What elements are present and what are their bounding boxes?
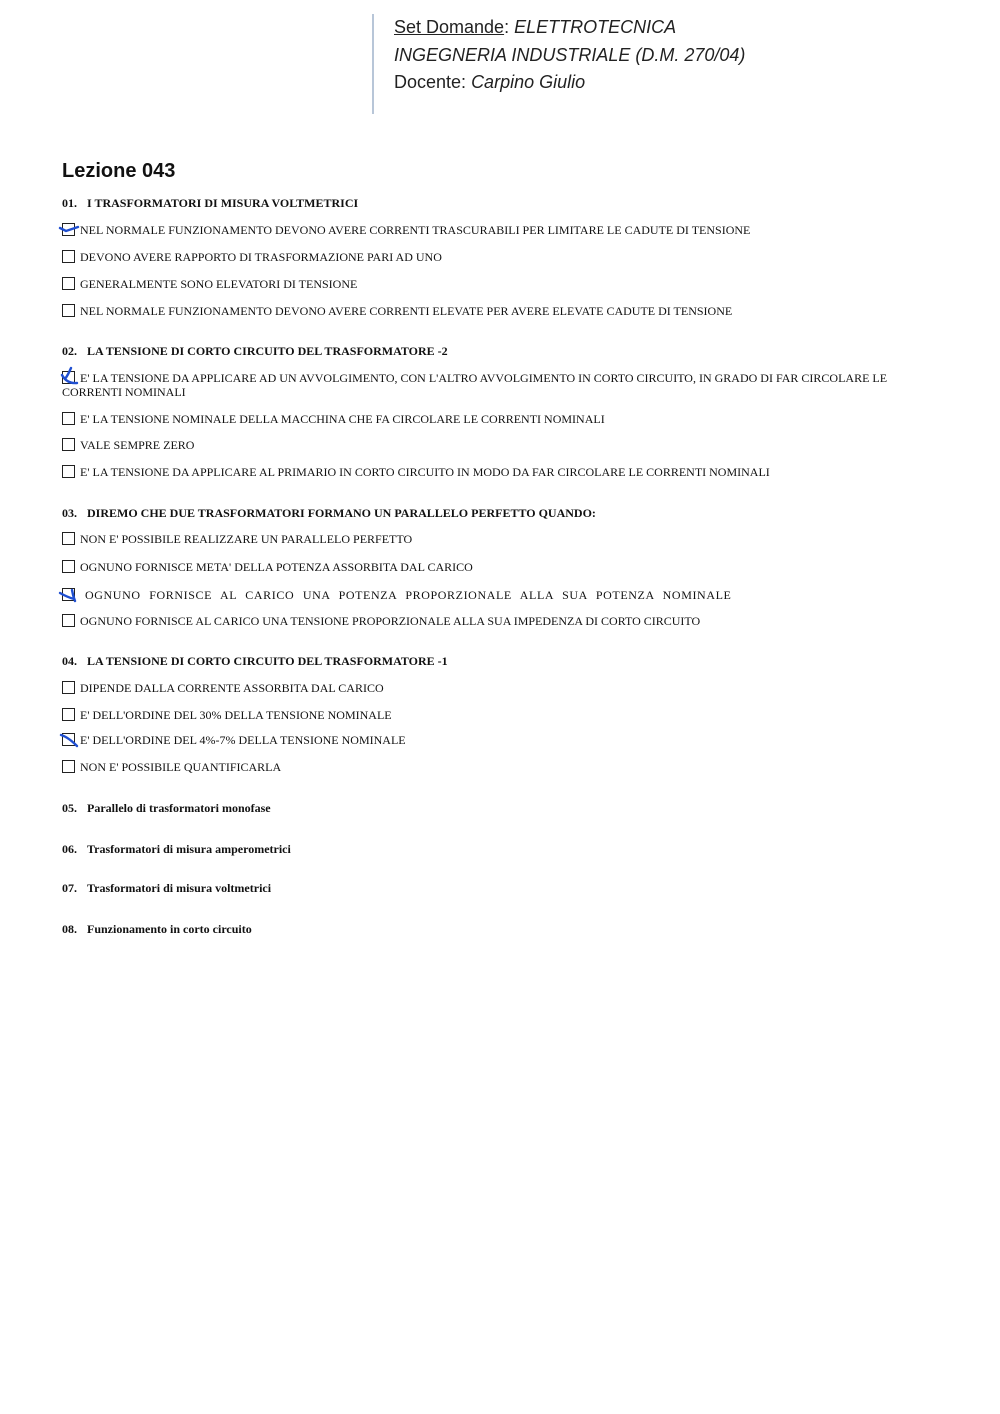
teacher-line <box>394 69 745 97</box>
lesson-title: Lezione 043 <box>62 160 176 182</box>
answer-option[interactable] <box>62 532 942 546</box>
answer-option[interactable] <box>62 371 942 399</box>
option-text: NON E' POSSIBILE QUANTIFICARLA <box>80 760 282 774</box>
question-text: Trasformatori di misura amperometrici <box>87 842 291 856</box>
question-title <box>62 506 596 521</box>
checkbox[interactable] <box>62 614 75 627</box>
question-number: 03. <box>62 506 77 520</box>
checkbox[interactable] <box>62 681 75 694</box>
answer-option[interactable] <box>62 708 942 722</box>
answer-option[interactable] <box>62 760 942 774</box>
check-mark-icon <box>59 367 81 387</box>
option-text: E' LA TENSIONE NOMINALE DELLA MACCHINA CHE FA CIRCOLARE LE CORRENTI NOMINALI <box>80 412 605 426</box>
option-text: DIPENDE DALLA CORRENTE ASSORBITA DAL CARICO <box>80 681 384 695</box>
option-text: OGNUNO FORNISCE META' DELLA POTENZA ASSORBITA DAL CARICO <box>80 560 473 574</box>
answer-option[interactable] <box>62 223 942 237</box>
document-header <box>372 14 745 114</box>
option-text: OGNUNO FORNISCE AL CARICO UNA TENSIONE PROPORZIONALE ALLA SUA IMPEDENZA DI CORTO CIRCUITO <box>80 614 701 628</box>
question-title <box>62 922 252 937</box>
question-title <box>62 344 448 359</box>
answer-option[interactable] <box>62 304 942 318</box>
question-number: 07. <box>62 881 77 895</box>
answer-option[interactable] <box>62 681 942 695</box>
option-text: E' DELL'ORDINE DEL 30% DELLA TENSIONE NOMINALE <box>80 708 392 722</box>
option-text: OGNUNO FORNISCE AL CARICO UNA POTENZA PROPORZIONALE ALLA SUA POTENZA NOMINALE <box>85 588 732 602</box>
option-text: DEVONO AVERE RAPPORTO DI TRASFORMAZIONE PARI AD UNO <box>80 250 442 264</box>
check-mark-icon <box>59 729 81 749</box>
answer-option[interactable] <box>62 733 942 747</box>
answer-option[interactable] <box>62 438 942 452</box>
option-text: VALE SEMPRE ZERO <box>80 438 195 452</box>
checkbox[interactable] <box>62 560 75 573</box>
course: INGEGNERIA INDUSTRIALE (D.M. 270/04) <box>394 44 746 65</box>
check-mark-icon <box>59 584 81 604</box>
question-number: 06. <box>62 842 77 856</box>
answer-option[interactable] <box>62 588 942 602</box>
answer-option[interactable] <box>62 560 942 574</box>
option-text: GENERALMENTE SONO ELEVATORI DI TENSIONE <box>80 277 358 291</box>
question-number: 05. <box>62 801 77 815</box>
option-text: NEL NORMALE FUNZIONAMENTO DEVONO AVERE CORRENTI TRASCURABILI PER LIMITARE LE CADUTE DI TENSIONE <box>80 223 751 237</box>
set-label: Set Domande <box>394 17 505 37</box>
question-text: Funzionamento in corto circuito <box>87 922 252 936</box>
question-title <box>62 196 358 211</box>
checkbox[interactable] <box>62 277 75 290</box>
option-text: E' DELL'ORDINE DEL 4%-7% DELLA TENSIONE NOMINALE <box>80 733 406 747</box>
question-number: 04. <box>62 654 77 668</box>
option-text: E' LA TENSIONE DA APPLICARE AD UN AVVOLGIMENTO, CON L'ALTRO AVVOLGIMENTO IN CORTO CIRCUITO, IN GRADO DI FAR CIRCOLARE LE CORRENTI NOMINALI <box>62 371 888 399</box>
checkbox[interactable] <box>62 532 75 545</box>
question-text: LA TENSIONE DI CORTO CIRCUITO DEL TRASFORMATORE -2 <box>87 344 448 358</box>
answer-option[interactable] <box>62 614 942 628</box>
question-number: 02. <box>62 344 77 358</box>
teacher-name: Carpino Giulio <box>471 72 586 92</box>
question-text: DIREMO CHE DUE TRASFORMATORI FORMANO UN PARALLELO PERFETTO QUANDO: <box>87 506 596 520</box>
question-number: 01. <box>62 196 77 210</box>
question-title <box>62 801 271 816</box>
question-text: LA TENSIONE DI CORTO CIRCUITO DEL TRASFORMATORE -1 <box>87 654 448 668</box>
subject: ELETTROTECNICA <box>514 17 677 37</box>
teacher-label: Docente: <box>394 72 467 92</box>
question-number: 08. <box>62 922 77 936</box>
checkbox[interactable] <box>62 708 75 721</box>
checkbox[interactable] <box>62 438 75 451</box>
checkbox[interactable] <box>62 465 75 478</box>
answer-option[interactable] <box>62 277 942 291</box>
course-line <box>394 42 745 70</box>
option-text: E' LA TENSIONE DA APPLICARE AL PRIMARIO IN CORTO CIRCUITO IN MODO DA FAR CIRCOLARE LE CORRENTI NOMINALI <box>80 465 770 479</box>
set-line: Set Domande: ELETTROTECNICA <box>394 17 677 37</box>
question-title <box>62 654 448 669</box>
checkbox[interactable] <box>62 250 75 263</box>
answer-option[interactable] <box>62 250 942 264</box>
question-title <box>62 881 271 896</box>
answer-option[interactable] <box>62 412 942 426</box>
question-text: Parallelo di trasformatori monofase <box>87 801 271 815</box>
answer-option[interactable] <box>62 465 942 479</box>
checkbox[interactable] <box>62 412 75 425</box>
checkbox[interactable] <box>62 304 75 317</box>
checkbox[interactable] <box>62 760 75 773</box>
question-title <box>62 842 291 857</box>
option-text: NEL NORMALE FUNZIONAMENTO DEVONO AVERE CORRENTI ELEVATE PER AVERE ELEVATE CADUTE DI TENSIONE <box>80 304 733 318</box>
question-text: I TRASFORMATORI DI MISURA VOLTMETRICI <box>87 196 359 210</box>
question-text: Trasformatori di misura voltmetrici <box>87 881 272 895</box>
option-text: NON E' POSSIBILE REALIZZARE UN PARALLELO PERFETTO <box>80 532 413 546</box>
check-mark-icon <box>59 219 81 239</box>
